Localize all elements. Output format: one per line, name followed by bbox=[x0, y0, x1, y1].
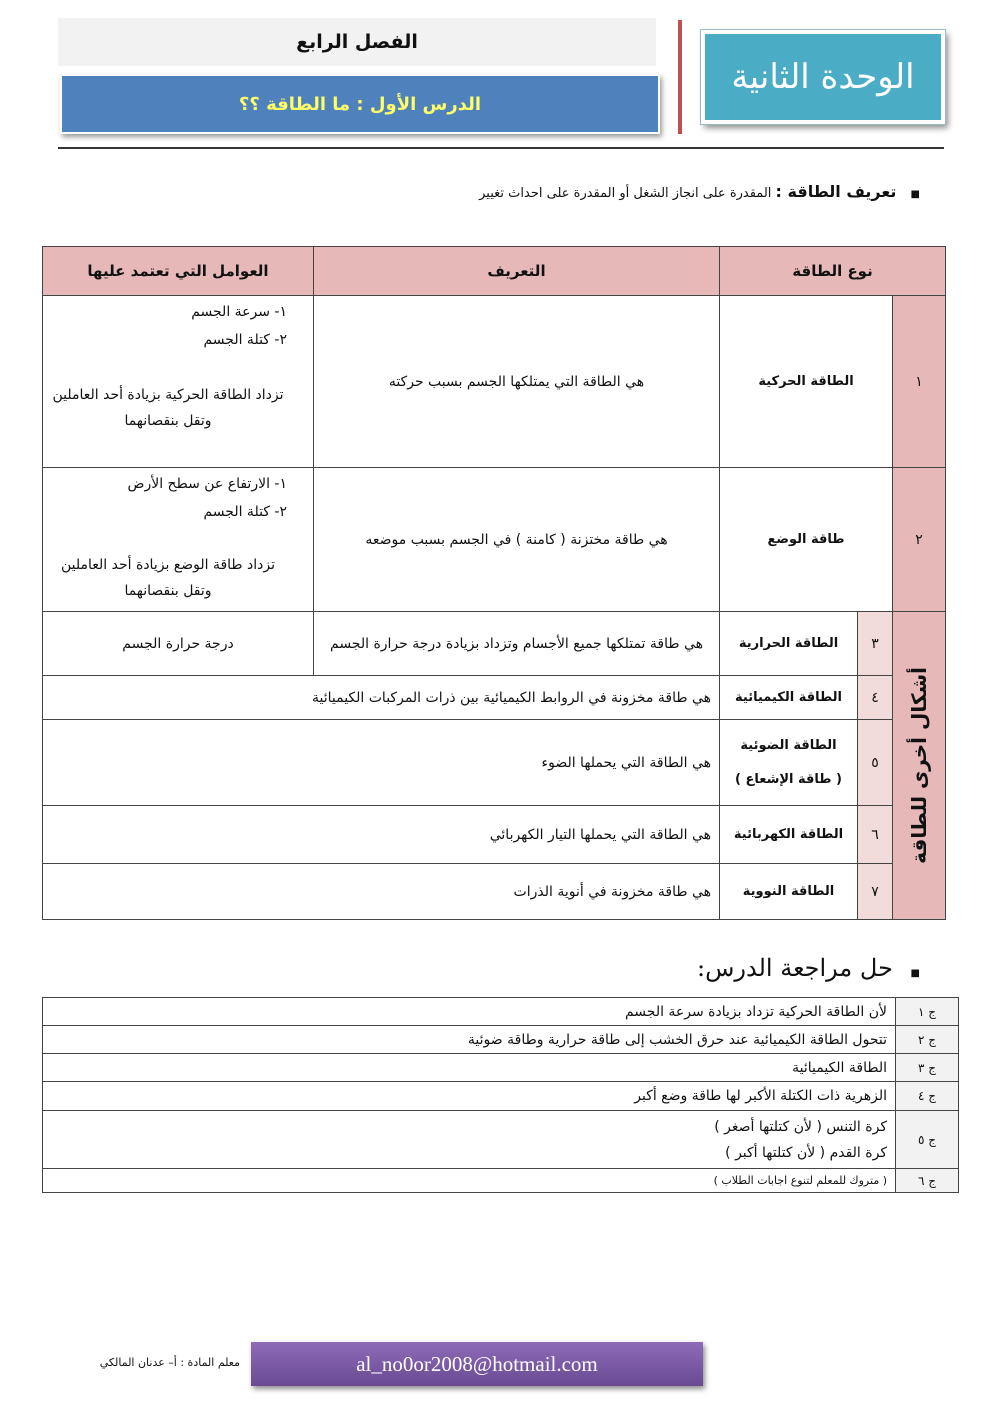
energy-type-alias: ( طاقة الإشعاع ) bbox=[735, 771, 843, 787]
teacher-credit: معلم المادة : أ– عدنان المالكي bbox=[99, 1356, 240, 1369]
row-number: ٤ bbox=[858, 676, 893, 720]
energy-type: الطاقة الحركية bbox=[720, 296, 893, 468]
email-banner bbox=[251, 1342, 703, 1386]
question-number: ج ٦ bbox=[896, 1169, 959, 1193]
table-row bbox=[43, 1111, 959, 1169]
question-number: ج ١ bbox=[896, 998, 959, 1026]
chapter-title-box bbox=[58, 18, 656, 66]
energy-type: الطاقة الكهربائية bbox=[720, 806, 858, 864]
answer-text: الطاقة الكيميائية bbox=[43, 1054, 896, 1082]
factor-item: ١- الارتفاع عن سطح الأرض bbox=[127, 476, 287, 492]
table-row bbox=[43, 864, 946, 920]
energy-type: الطاقة الحرارية bbox=[720, 612, 858, 676]
answer-text: لأن الطاقة الحركية تزداد بزيادة سرعة الجسم bbox=[43, 998, 896, 1026]
energy-type-cell bbox=[720, 720, 858, 806]
row-number: ١ bbox=[893, 296, 946, 468]
answer-cell bbox=[43, 1111, 896, 1169]
question-number: ج ٤ bbox=[896, 1082, 959, 1111]
energy-factors bbox=[43, 468, 314, 612]
table-row bbox=[43, 1026, 959, 1054]
group-label: أشكال أخرى للطاقة bbox=[907, 667, 932, 864]
definition-text: المقدرة على انجاز الشغل أو المقدرة على احداث تغيير bbox=[479, 186, 772, 201]
table-row bbox=[43, 676, 946, 720]
unit-title: الوحدة الثانية bbox=[731, 57, 915, 97]
header-factors: العوامل التي تعتمد عليها bbox=[43, 247, 314, 296]
energy-type: الطاقة الكيميائية bbox=[720, 676, 858, 720]
energy-factors bbox=[43, 296, 314, 468]
energy-type: الطاقة النووية bbox=[720, 864, 858, 920]
energy-types-table bbox=[42, 246, 946, 920]
answer-text: الزهرية ذات الكتلة الأكبر لها طاقة وضع أكبر bbox=[43, 1082, 896, 1111]
email-text: al_no0or2008@hotmail.com bbox=[356, 1351, 598, 1376]
review-title: حل مراجعة الدرس: bbox=[697, 954, 893, 982]
table-header-row bbox=[43, 247, 946, 296]
answer-text: كرة التنس ( لأن كتلتها أصغر ) bbox=[714, 1118, 887, 1135]
definition-label: تعريف الطاقة : bbox=[775, 182, 897, 201]
square-bullet-icon: ■ bbox=[910, 968, 920, 979]
question-number: ج ٢ bbox=[896, 1026, 959, 1054]
answer-text: تتحول الطاقة الكيميائية عند حرق الخشب إلى طاقة حرارية وطاقة ضوئية bbox=[43, 1026, 896, 1054]
table-row bbox=[43, 612, 946, 676]
factor-note: تزداد الطاقة الحركية بزيادة أحد العاملين وتقل بنقصانهما bbox=[52, 387, 284, 429]
unit-title-box bbox=[701, 30, 945, 124]
lesson-title-box bbox=[60, 74, 660, 134]
lesson-title: الدرس الأول : ما الطاقة ؟؟ bbox=[238, 93, 482, 115]
table-row bbox=[43, 806, 946, 864]
energy-definition-cell: هي طاقة مختزنة ( كامنة ) في الجسم بسبب موضعه bbox=[314, 468, 720, 612]
review-heading bbox=[560, 954, 920, 982]
row-number: ٣ bbox=[858, 612, 893, 676]
row-number: ٦ bbox=[858, 806, 893, 864]
energy-type: طاقة الوضع bbox=[720, 468, 893, 612]
row-number: ٧ bbox=[858, 864, 893, 920]
answer-text: ( متروك للمعلم لتنوع اجابات الطلاب ) bbox=[43, 1169, 896, 1193]
header-rule bbox=[58, 147, 944, 149]
other-forms-group bbox=[893, 612, 946, 920]
header-type: نوع الطاقة bbox=[720, 247, 946, 296]
energy-definition-cell: هي الطاقة التي يحملها التيار الكهربائي bbox=[43, 806, 720, 864]
row-number: ٥ bbox=[858, 720, 893, 806]
table-row bbox=[43, 1054, 959, 1082]
factor-item: ٢- كتلة الجسم bbox=[203, 504, 287, 520]
factor-item: ١- سرعة الجسم bbox=[191, 304, 287, 320]
table-row bbox=[43, 1169, 959, 1193]
energy-definition-cell: هي طاقة مخزونة في أنوية الذرات bbox=[43, 864, 720, 920]
energy-definition-cell: هي الطاقة التي يحملها الضوء bbox=[43, 720, 720, 806]
table-row bbox=[43, 720, 946, 806]
chapter-title: الفصل الرابع bbox=[296, 31, 418, 53]
energy-definition bbox=[300, 182, 920, 201]
energy-definition-cell: هي طاقة مخزونة في الروابط الكيميائية بين ذرات المركبات الكيميائية bbox=[43, 676, 720, 720]
table-row bbox=[43, 1082, 959, 1111]
header-definition: التعريف bbox=[314, 247, 720, 296]
header-divider bbox=[678, 20, 682, 134]
table-row bbox=[43, 998, 959, 1026]
review-answers-table bbox=[42, 997, 959, 1193]
energy-definition-cell: هي الطاقة التي يمتلكها الجسم بسبب حركته bbox=[314, 296, 720, 468]
question-number: ج ٥ bbox=[896, 1111, 959, 1169]
question-number: ج ٣ bbox=[896, 1054, 959, 1082]
energy-factors: درجة حرارة الجسم bbox=[43, 612, 314, 676]
factor-note: تزداد طاقة الوضع بزيادة أحد العاملين وتقل بنقصانهما bbox=[61, 557, 275, 599]
square-bullet-icon: ■ bbox=[910, 189, 920, 200]
energy-definition-cell: هي طاقة تمتلكها جميع الأجسام وتزداد بزيادة درجة حرارة الجسم bbox=[314, 612, 720, 676]
factor-item: ٢- كتلة الجسم bbox=[203, 332, 287, 348]
table-row bbox=[43, 296, 946, 468]
answer-text: كرة القدم ( لأن كتلتها أكبر ) bbox=[725, 1144, 887, 1161]
energy-type: الطاقة الضوئية bbox=[740, 737, 837, 753]
row-number: ٢ bbox=[893, 468, 946, 612]
table-row bbox=[43, 468, 946, 612]
